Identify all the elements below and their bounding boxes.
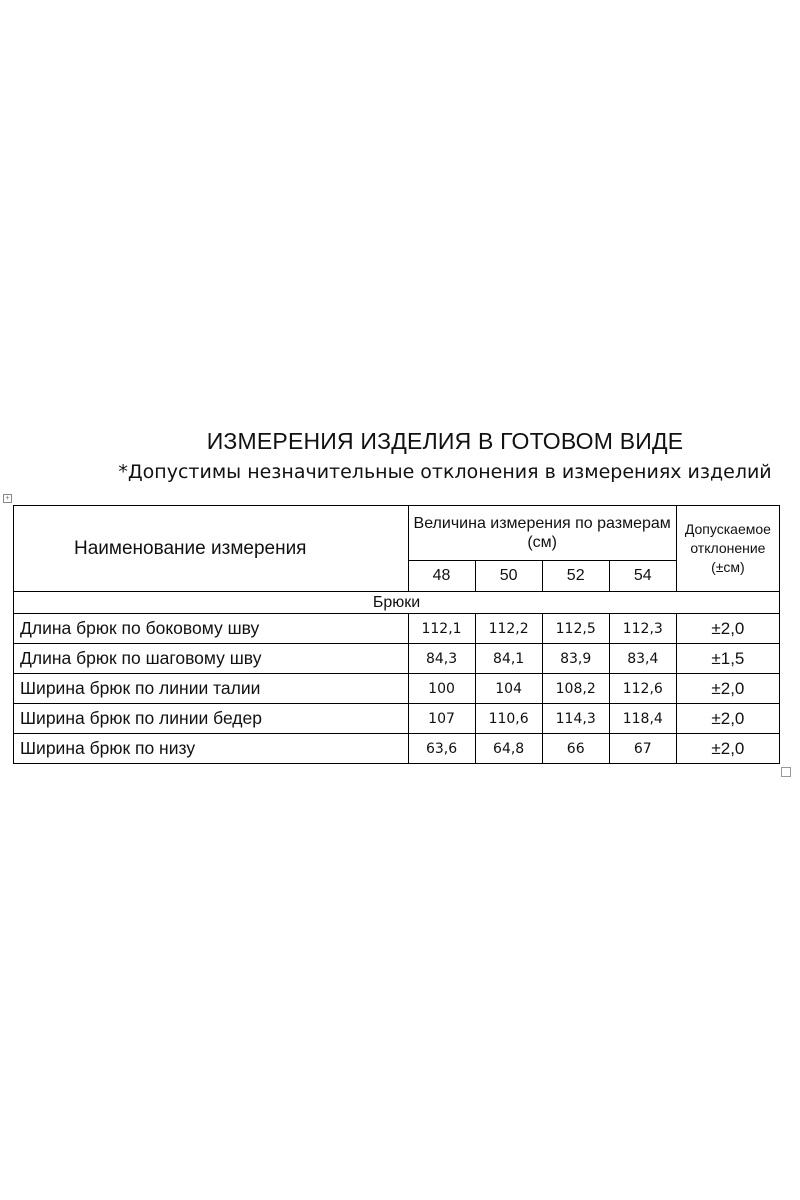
table-move-handle-icon[interactable]: + (3, 494, 12, 503)
table-row (14, 704, 780, 734)
row-label: Ширина брюк по линии талии (14, 674, 409, 704)
size-header: 48 (408, 561, 475, 592)
table-row (14, 614, 780, 644)
row-label: Ширина брюк по линии бедер (14, 704, 409, 734)
row-value: 100 (408, 674, 475, 704)
row-value: 114,3 (542, 704, 609, 734)
measurements-table (13, 505, 780, 764)
row-value: 112,3 (609, 614, 676, 644)
size-header: 52 (542, 561, 609, 592)
table-row (14, 734, 780, 764)
row-value: 110,6 (475, 704, 542, 734)
row-label-text: Длина брюк по боковому шву (20, 618, 260, 638)
row-value: 112,6 (609, 674, 676, 704)
row-value: 67 (609, 734, 676, 764)
row-value: 104 (475, 674, 542, 704)
row-tolerance: ±2,0 (676, 734, 779, 764)
row-value: 66 (542, 734, 609, 764)
header-tolerance: Допускаемое отклонение (±см) (676, 506, 779, 592)
size-header: 54 (609, 561, 676, 592)
row-tolerance: ±1,5 (676, 644, 779, 674)
row-value: 112,1 (408, 614, 475, 644)
row-label: Ширина брюк по низу (14, 734, 409, 764)
row-value: 64,8 (475, 734, 542, 764)
row-value: 83,4 (609, 644, 676, 674)
header-row (14, 506, 780, 561)
header-size-group: Величина измерения по размерам (см) (408, 506, 676, 561)
row-value: 118,4 (609, 704, 676, 734)
row-value: 83,9 (542, 644, 609, 674)
row-tolerance: ±2,0 (676, 674, 779, 704)
row-tolerance: ±2,0 (676, 614, 779, 644)
row-tolerance: ±2,0 (676, 704, 779, 734)
header-measurement-name: Наименование измерения (14, 506, 409, 592)
row-value: 112,2 (475, 614, 542, 644)
page-subtitle: *Допустимы незначительные отклонения в измерениях изделий (118, 461, 772, 483)
row-value: 63,6 (408, 734, 475, 764)
row-value: 107 (408, 704, 475, 734)
row-value: 84,1 (475, 644, 542, 674)
table-resize-handle[interactable] (781, 767, 791, 777)
size-header: 50 (475, 561, 542, 592)
row-value: 112,5 (542, 614, 609, 644)
table-row (14, 644, 780, 674)
section-label: Брюки (14, 592, 780, 614)
row-label: Длина брюк по шаговому шву (14, 644, 409, 674)
page-title: ИЗМЕРЕНИЯ ИЗДЕЛИЯ В ГОТОВОМ ВИДЕ (206, 428, 684, 454)
table-row (14, 674, 780, 704)
row-label (14, 614, 409, 644)
row-value: 108,2 (542, 674, 609, 704)
row-value: 84,3 (408, 644, 475, 674)
section-row (14, 592, 780, 614)
